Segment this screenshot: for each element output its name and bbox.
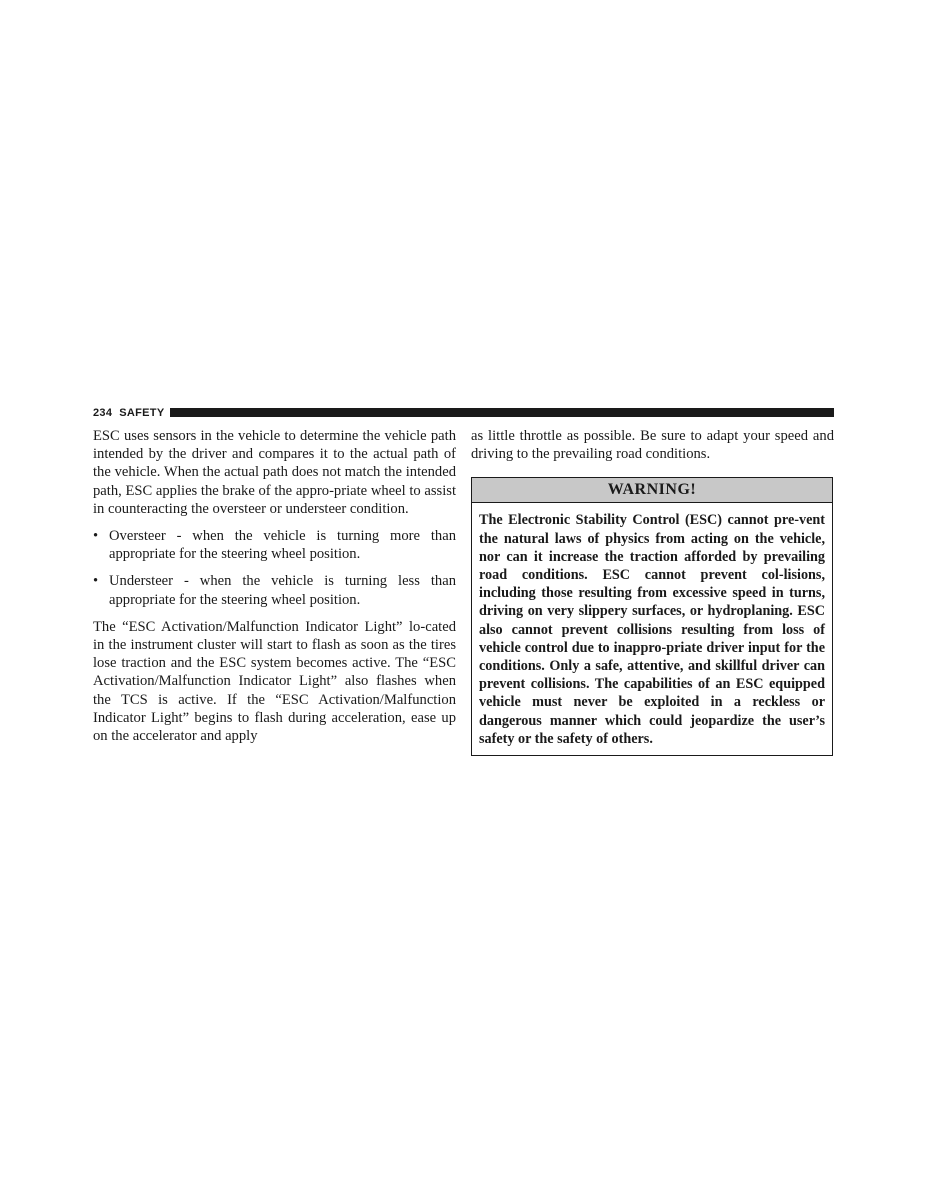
- page-number: 234: [93, 406, 113, 419]
- list-item: [93, 527, 456, 563]
- indicator-light-paragraph: The “ESC Activation/Malfunction Indicator Light” lo-cated in the instrument cluster will start to flash as soon as the tires lose traction and the ESC system becomes active. The “ESC Activation/Malfunction Indicator Light” also flashes when the TCS is active. If the “ESC Activation/Malfunction Indicator Light” begins to flash during acceleration, ease up on the accelerator and apply: [93, 618, 456, 745]
- page-header: [93, 406, 834, 419]
- right-column: [471, 427, 834, 756]
- esc-intro-paragraph: ESC uses sensors in the vehicle to determine the vehicle path intended by the driver and compares it to the actual path of the vehicle. When the actual path does not match the intended path, ESC applies the brake of the appro-priate wheel to assist in counteracting the oversteer or understeer condition.: [93, 428, 456, 517]
- list-item: [93, 572, 456, 608]
- condition-list: [93, 527, 456, 609]
- left-column: [93, 427, 456, 745]
- throttle-paragraph: as little throttle as possible. Be sure to adapt your speed and driving to the prevailing road conditions.: [471, 428, 834, 463]
- section-title: SAFETY: [119, 406, 165, 419]
- warning-box: [471, 477, 833, 756]
- bullet-mark: •: [93, 528, 99, 545]
- list-item-text: Understeer - when the vehicle is turning less than appropriate for the steering wheel position.: [109, 573, 456, 608]
- warning-title: WARNING!: [472, 478, 832, 503]
- bullet-mark: •: [93, 573, 99, 590]
- header-rule: [170, 408, 834, 417]
- list-item-text: Oversteer - when the vehicle is turning more than appropriate for the steering wheel position.: [109, 528, 456, 563]
- warning-body: The Electronic Stability Control (ESC) cannot pre-vent the natural laws of physics from acting on the vehicle, nor can it increase the traction afforded by prevailing road conditions. ESC cannot prevent col-lisions, including those resulting from excessive speed in turns, driving on very slippery surfaces, or hydroplaning. ESC also cannot prevent collisions resulting from loss of vehicle control due to inappro-priate driver input for the conditions. Only a safe, attentive, and skillful driver can prevent collisions. The capabilities of an ESC equipped vehicle must never be exploited in a reckless or dangerous manner which could jeopardize the user’s safety or the safety of others.: [479, 512, 825, 747]
